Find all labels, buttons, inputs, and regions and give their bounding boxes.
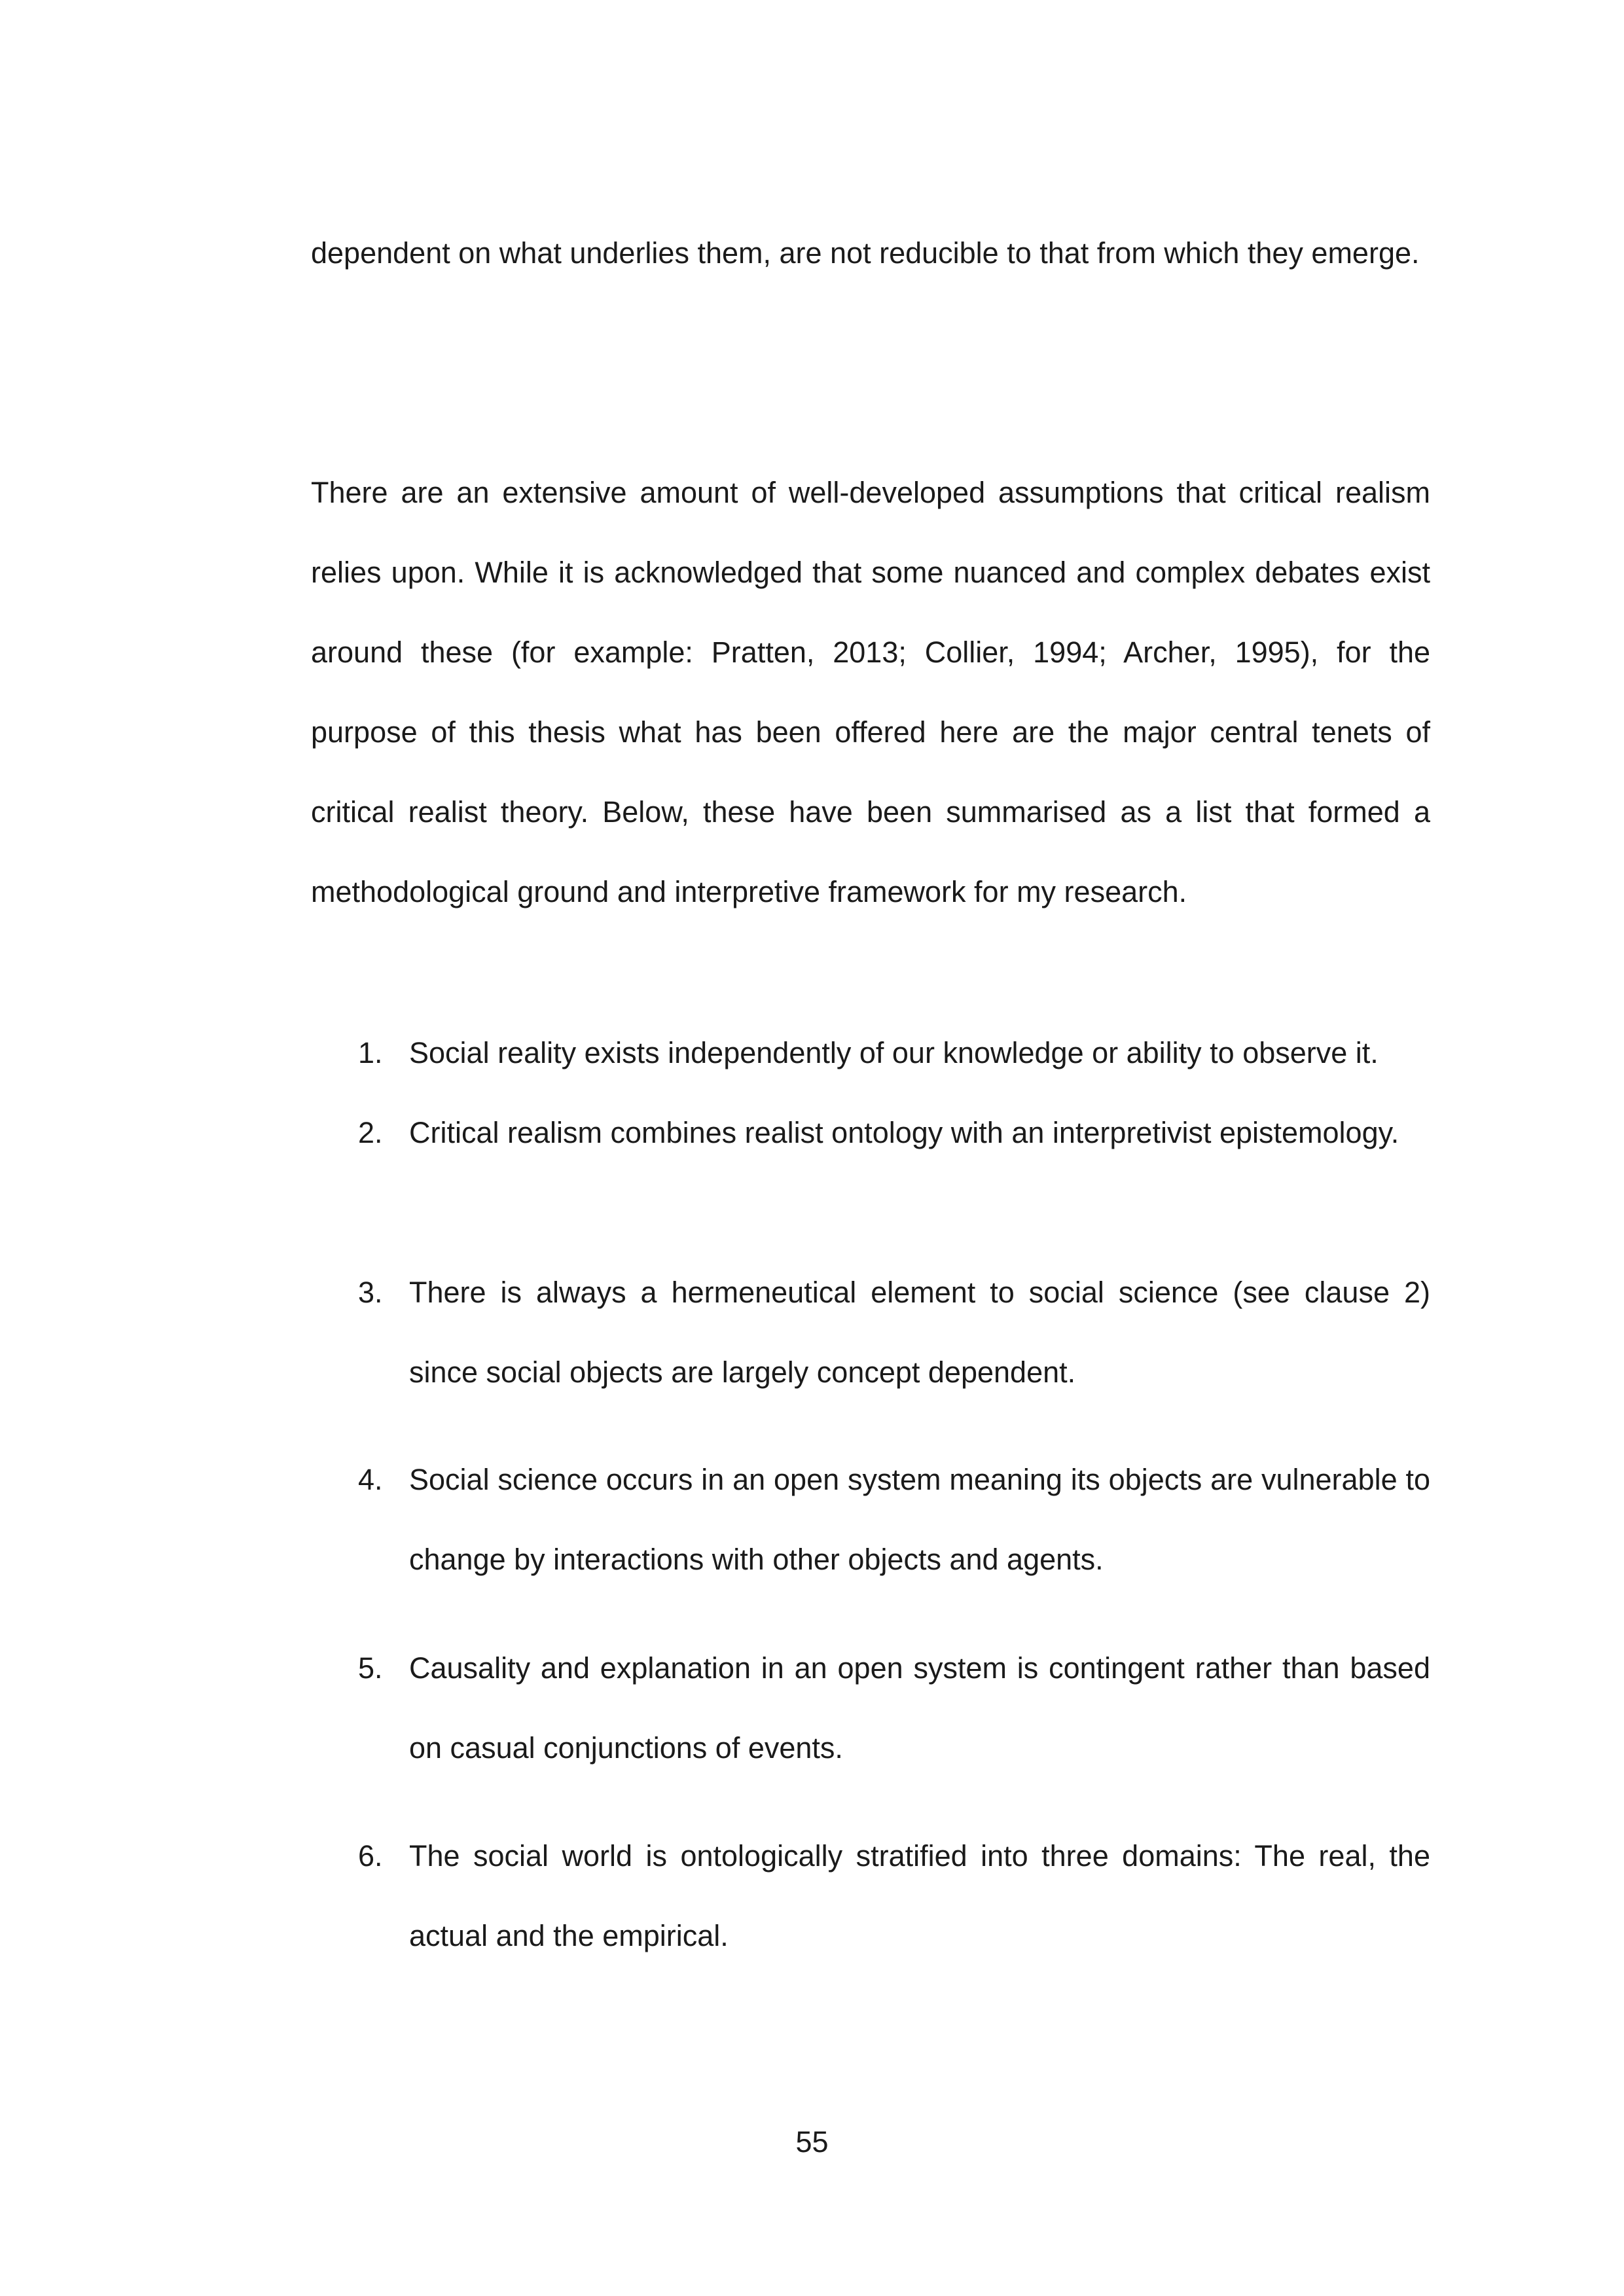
list-item-number: 6.: [358, 1839, 383, 1873]
list-item-text: There is always a hermeneutical element to social science (see clause 2) since social objects are largely concept dependent.: [409, 1276, 1430, 1389]
list-item-text: Social science occurs in an open system meaning its objects are vulnerable to change by interactions with other objects and agents.: [409, 1463, 1430, 1576]
list-item-text: Critical realism combines realist ontology with an interpretivist epistemology.: [409, 1116, 1399, 1149]
page-number: 55: [795, 2125, 829, 2159]
list-item-number: 1.: [358, 1036, 383, 1069]
list-item-number: 4.: [358, 1463, 383, 1496]
paragraph-critical-realism-assumptions: There are an extensive amount of well-developed assumptions that critical realism relies upon. While it is acknowledged that some nuanced and complex debates exist around these (for example: Pratten, 2013; Collier, 1994; Archer, 1995), for the purpose of this thesis what has been offered here are the major central tenets of critical realist theory. Below, these have been summarised as a list that formed a methodological ground and interpretive framework for my research.: [311, 476, 1430, 908]
list-item-text: Social reality exists independently of our knowledge or ability to observe it.: [409, 1036, 1379, 1069]
list-item-number: 5.: [358, 1651, 383, 1685]
list-item-text: The social world is ontologically stratified into three domains: The real, the actual and the empirical.: [409, 1839, 1430, 1952]
list-item-text: Causality and explanation in an open system is contingent rather than based on casual conjunctions of events.: [409, 1651, 1430, 1765]
list-item-number: 3.: [358, 1276, 383, 1309]
list-item-number: 2.: [358, 1116, 383, 1149]
paragraph-continuation: dependent on what underlies them, are not reducible to that from which they emerge.: [311, 236, 1420, 270]
